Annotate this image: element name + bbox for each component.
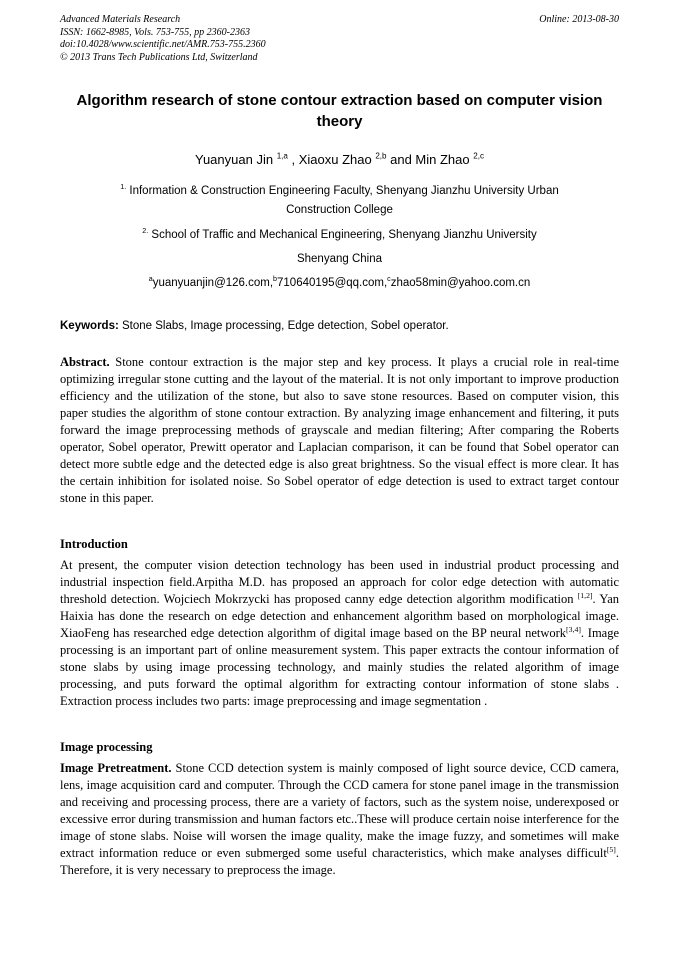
issn-line: ISSN: 1662-8985, Vols. 753-755, pp 2360-2363 bbox=[60, 26, 250, 38]
section-introduction-heading: Introduction bbox=[60, 537, 128, 552]
abstract-paragraph: Abstract. Stone contour extraction is the major step and key process. It plays a crucial role in real-time optimizing irregular stone cutting and the layout of the material. It is not only important to improve production efficiency and the utilization of the stone, but also to save stone resources. Based on computer vision, this paper studies the algorithm of stone contour extraction. By analyzing image enhancement and filtering, it puts forward the image preprocessing methods of grayscale and median filtering; After comparing the Roberts operator, Sobel operator, Prewitt operator and Laplacian comparison, it can be found that Sobel operator can detect more subtle edge and the detected edge is also great brightness. So the visual effect is more clear. It has the certain inhibition for isolated noise. So Sobel operator of edge detection is used to extract target contour stone in this paper. bbox=[60, 355, 619, 506]
journal-header-row bbox=[60, 14, 619, 27]
affiliation-city: Shenyang China bbox=[296, 253, 383, 266]
affiliation-1: $^{1.}$ Information & Construction Engineering Faculty, Shenyang Jianzhu University Urban Construction College bbox=[120, 183, 559, 217]
online-date: Online: 2013-08-30 bbox=[539, 14, 619, 25]
doi-line: doi:10.4028/www.scientific.net/AMR.753-755.2360 bbox=[60, 39, 266, 51]
affiliation-2: $^{2.}$ School of Traffic and Mechanical Engineering, Shenyang Jianzhu University bbox=[142, 227, 537, 242]
copyright-line: © 2013 Trans Tech Publications Ltd, Switzerland bbox=[60, 51, 258, 63]
section-introduction-paragraph: At present, the computer vision detection technology has been used in industrial product processing and industrial inspection field.Arpitha M.D. has proposed an approach for color edge detection with automatic threshold detection. Wojciech Mokrzycki has proposed canny edge detection algorithm modification [1,2]. Yan Haixia has done the research on edge detection and enhancement algorithm based on morphological image. XiaoFeng has researched edge detection algorithm of digital image based on the BP neural network[3,4]. Image processing is an important part of online measurement system. This paper extracts the contour information of stone slabs by using image processing technology, and mainly studies the related algorithm of image processing, and puts forward the optimal algorithm for extracting contour information of stone slabs . Extraction process includes two parts: image preprocessing and image segmentation . bbox=[60, 558, 620, 709]
keywords-line: Keywords: Stone Slabs, Image processing, Edge detection, Sobel operator. bbox=[60, 320, 449, 333]
section-introduction bbox=[60, 537, 619, 710]
journal-header bbox=[60, 14, 619, 64]
journal-name: Advanced Materials Research bbox=[60, 14, 181, 25]
section-image-processing bbox=[60, 740, 619, 879]
section-image-processing-paragraph: Image Pretreatment. Stone CCD detection system is mainly composed of light source device, CCD camera, lens, image acquisition card and computer. Through the CCD camera for stone panel image in the transmission and receiving and processing process, there are a variety of factors, such as the system noise, underexposed or excessive error during transmission and human factors etc..These will produce certain noise interference for the image of stone slabs. Noise will worsen the image quality, make the image fuzzy, and sometimes will make extract information reduce or even submerged some useful characteristics, which make analyses difficult[5]. Therefore, it is very necessary to preprocess the image. bbox=[60, 761, 619, 878]
section-image-processing-heading: Image processing bbox=[60, 740, 153, 755]
author-emails: $^a$yuanyuanjin@126.com,$^b$710640195@qq.com,$^c$zhao58min@yahoo.com.cn bbox=[148, 275, 531, 290]
authors-line: Yuanyuan Jin $^{1,a}$ , Xiaoxu Zhao $^{2,b}$ and Min Zhao $^{2,c}$ bbox=[195, 152, 484, 168]
paper-title: Algorithm research of stone contour extraction based on computer vision theory bbox=[76, 92, 603, 131]
